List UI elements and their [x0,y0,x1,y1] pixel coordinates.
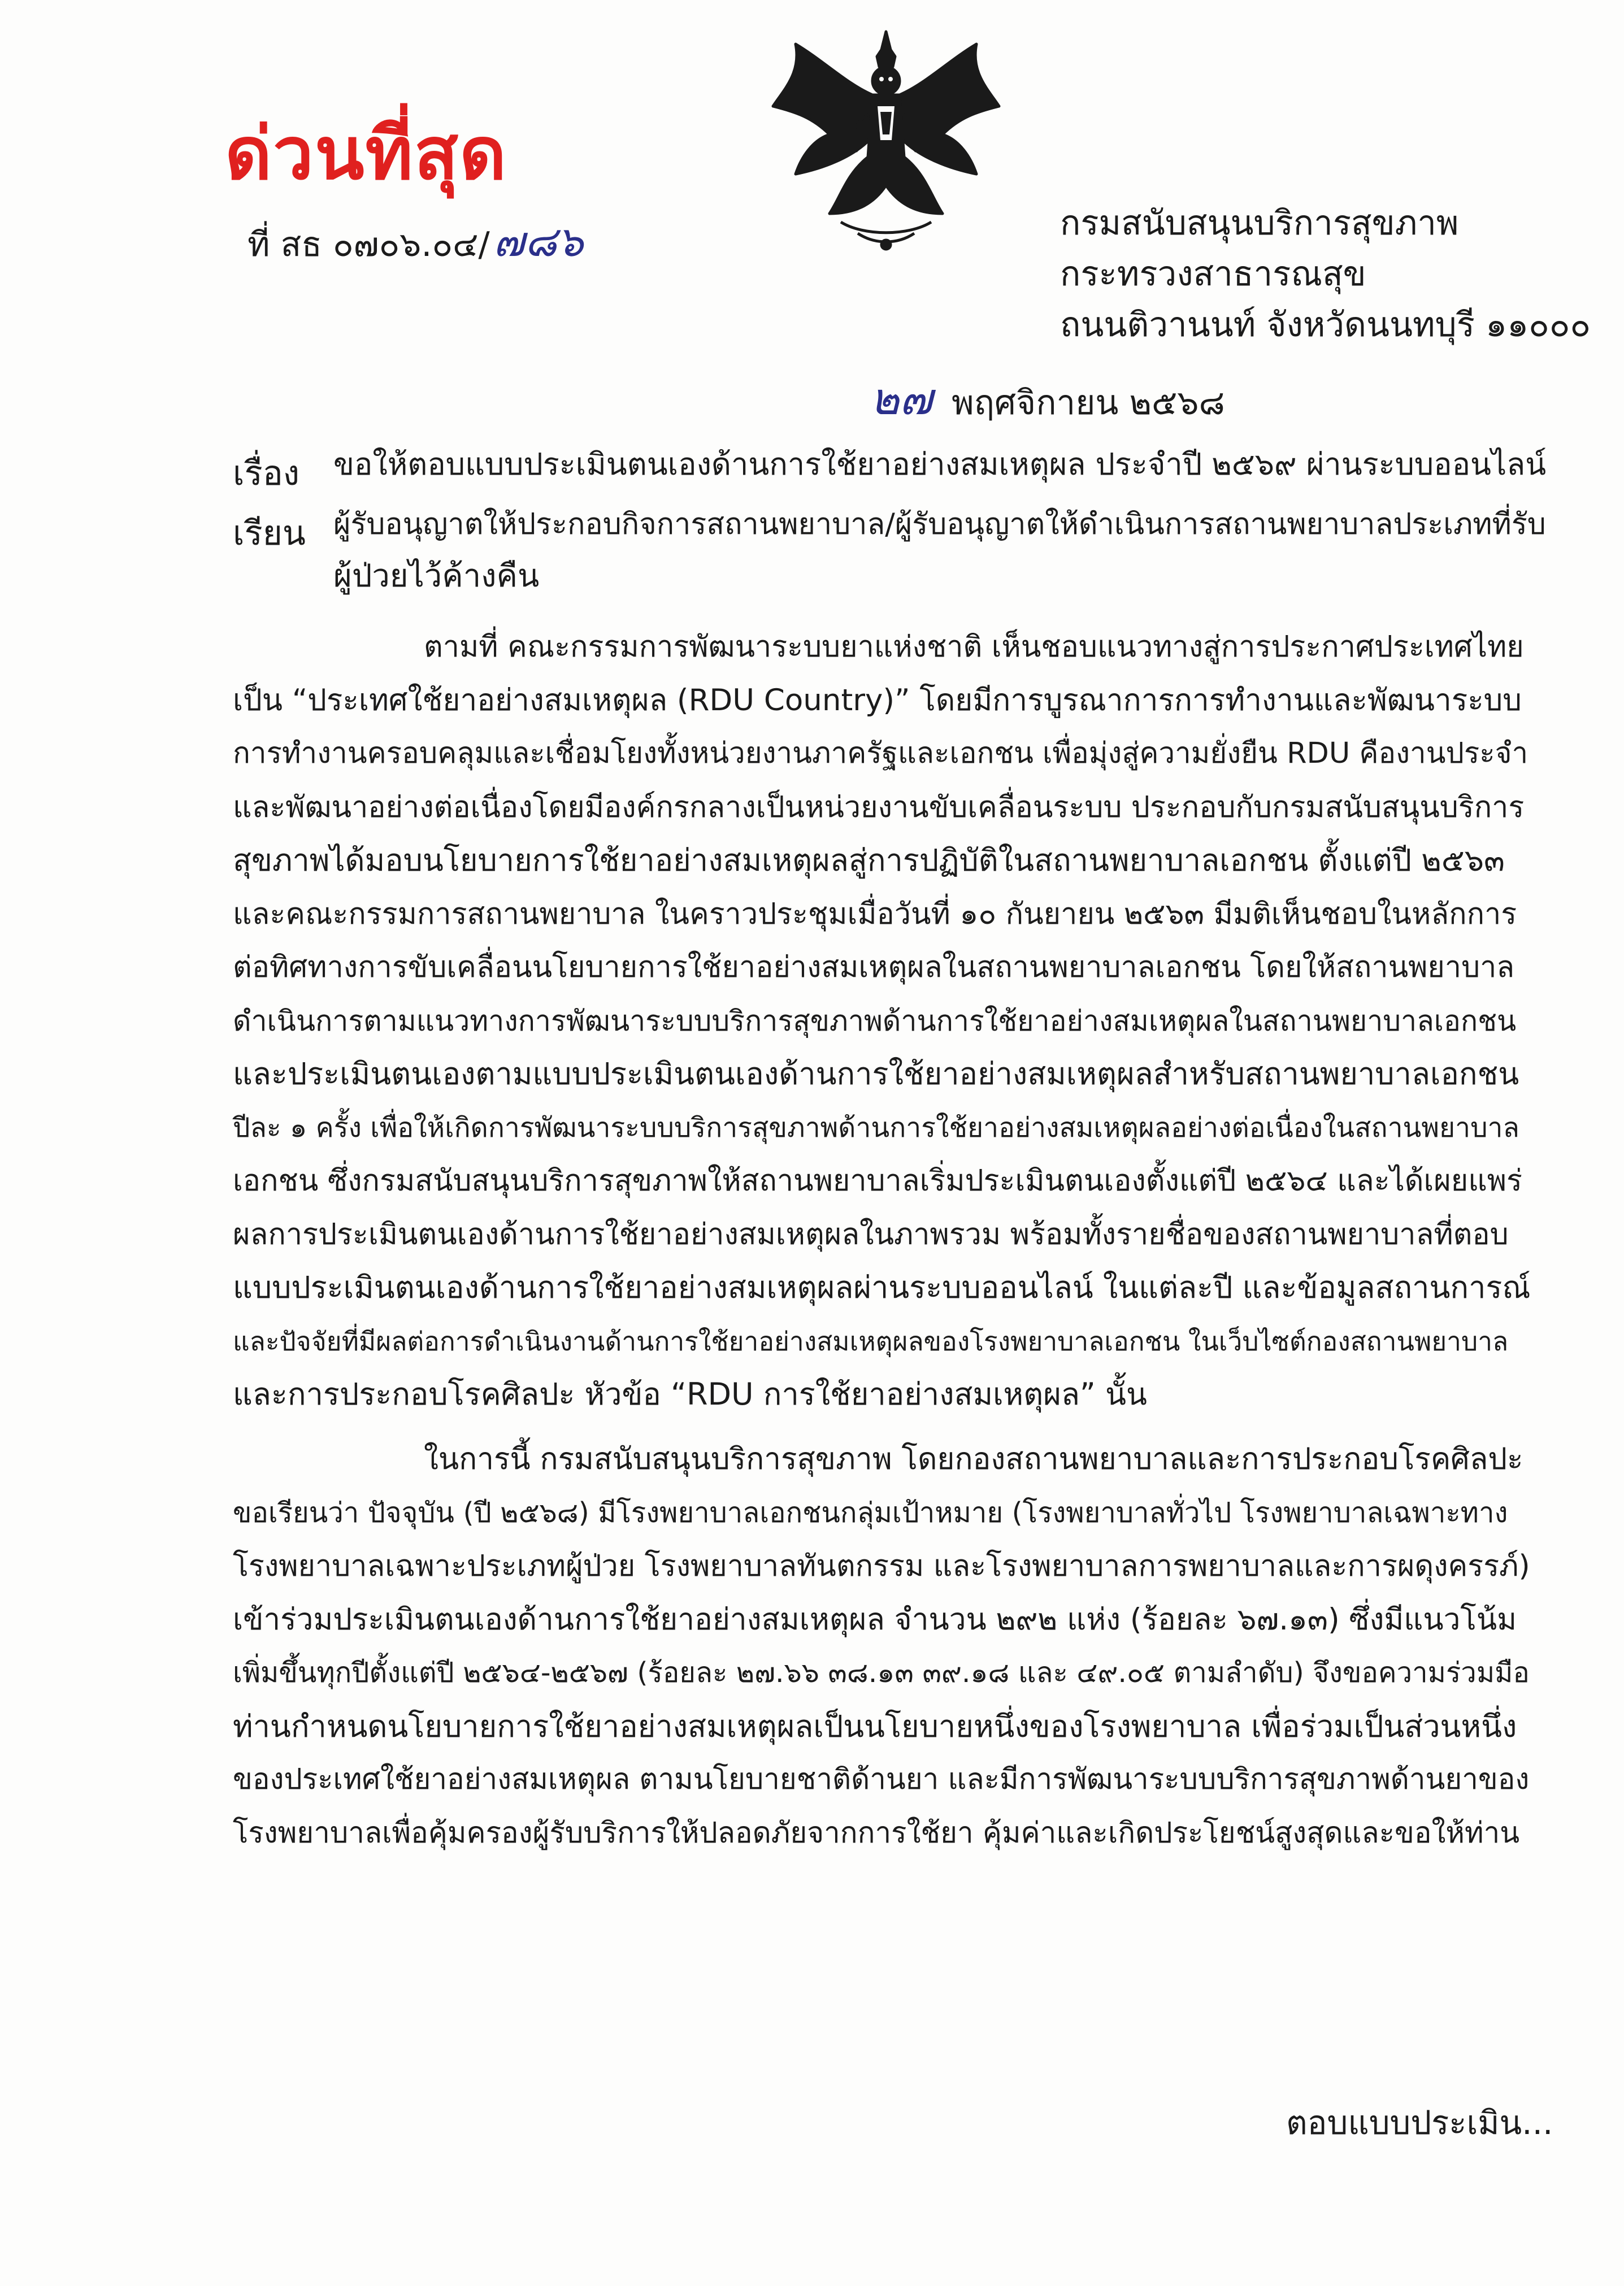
paragraph-line: เข้าร่วมประเมินตนเองด้านการใช้ยาอย่างสมเหตุผล จำนวน ๒๙๒ แห่ง (ร้อยละ ๖๗.๑๓) ซึ่งมีแนวโน้ม [233,1602,1517,1637]
paragraph-line: ขอเรียนว่า ปัจจุบัน (ปี ๒๕๖๘) มีโรงพยาบาลเอกชนกลุ่มเป้าหมาย (โรงพยาบาลทั่วไป โรงพยาบาลเฉพาะทาง [233,1496,1508,1529]
date-day-handwritten: ๒๗ [870,374,933,425]
address-line-department: กรมสนับสนุนบริการสุขภาพ [1060,203,1459,243]
paragraph-line: สุขภาพได้มอบนโยบายการใช้ยาอย่างสมเหตุผลสู่การปฏิบัติในสถานพยาบาลเอกชน ตั้งแต่ปี ๒๕๖๓ [233,842,1505,878]
recipient-line-2: ผู้ป่วยไว้ค้างคืน [333,558,540,594]
document-date [870,364,1225,434]
paragraph-line: ในการนี้ กรมสนับสนุนบริการสุขภาพ โดยกองสถานพยาบาลและการประกอบโรคศิลปะ [424,1442,1523,1476]
paragraph-line: และพัฒนาอย่างต่อเนื่องโดยมีองค์กรกลางเป็นหน่วยงานขับเคลื่อนระบบ ประกอบกับกรมสนับสนุนบริการ [233,790,1525,824]
body-paragraph-1 [233,620,1532,1422]
sender-address [1060,198,1591,350]
paragraph-line: แบบประเมินตนเองด้านการใช้ยาอย่างสมเหตุผลผ่านระบบออนไลน์ ในแต่ละปี และข้อมูลสถานการณ์ [233,1270,1531,1305]
paragraph-line: โรงพยาบาลเฉพาะประเภทผู้ป่วย โรงพยาบาลทันตกรรม และโรงพยาบาลการพยาบาลและการผดุงครรภ์) [233,1549,1530,1583]
paragraph-line: และประเมินตนเองตามแบบประเมินตนเองด้านการใช้ยาอย่างสมเหตุผลสำหรับสถานพยาบาลเอกชน [233,1056,1519,1092]
paragraph-line: เอกชน ซึ่งกรมสนับสนุนบริการสุขภาพให้สถานพยาบาลเริ่มประเมินตนเองตั้งแต่ปี ๒๕๖๔ และได้เผยแพร่ [233,1164,1522,1198]
reference-handwritten-number: ๗๘๖ [493,218,584,266]
body-paragraph-2 [233,1433,1532,1860]
recipient-label: เรียน [233,514,306,553]
reference-prefix: ที่ สธ ๐๗๐๖.๐๔/ [247,225,490,264]
urgency-stamp: ด่วนที่สุด [225,112,508,196]
address-line-ministry: กระทรวงสาธารณสุข [1060,254,1366,294]
paragraph-line: และปัจจัยที่มีผลต่อการดำเนินงานด้านการใช้ยาอย่างสมเหตุผลของโรงพยาบาลเอกชน ในเว็บไซต์กองสถานพยาบาล [233,1325,1509,1357]
paragraph-line: และการประกอบโรคศิลปะ หัวข้อ “RDU การใช้ยาอย่างสมเหตุผล” นั้น [233,1376,1147,1412]
continuation-marker: ตอบแบบประเมิน... [1286,2104,1553,2142]
paragraph-line: เป็น “ประเทศใช้ยาอย่างสมเหตุผล (RDU Country)” โดยมีการบูรณาการการทำงานและพัฒนาระบบ [233,683,1522,718]
paragraph-line: และคณะกรรมการสถานพยาบาล ในคราวประชุมเมื่อวันที่ ๑๐ กันยายน ๒๕๖๓ มีมติเห็นชอบในหลักการ [233,897,1517,931]
garuda-emblem-icon [762,27,1010,253]
subject-text: ขอให้ตอบแบบประเมินตนเองด้านการใช้ยาอย่างสมเหตุผล ประจำปี ๒๕๖๙ ผ่านระบบออนไลน์ [333,446,1547,482]
address-line-street: ถนนติวานนท์ จังหวัดนนทบุรี ๑๑๐๐๐ [1060,305,1591,345]
paragraph-line: ท่านกำหนดนโยบายการใช้ยาอย่างสมเหตุผลเป็นนโยบายหนึ่งของโรงพยาบาล เพื่อร่วมเป็นส่วนหนึ่ง [233,1708,1517,1744]
recipient-line-1: ผู้รับอนุญาตให้ประกอบกิจการสถานพยาบาล/ผู้รับอนุญาตให้ดำเนินการสถานพยาบาลประเภทที่รับ [333,507,1546,541]
date-month-year: พฤศจิกายน ๒๕๖๘ [952,383,1225,423]
paragraph-line: ปีละ ๑ ครั้ง เพื่อให้เกิดการพัฒนาระบบบริการสุขภาพด้านการใช้ยาอย่างสมเหตุผลอย่างต่อเนื่องในสถานพยาบาล [233,1111,1519,1144]
paragraph-line: ดำเนินการตามแนวทางการพัฒนาระบบบริการสุขภาพด้านการใช้ยาอย่างสมเหตุผลในสถานพยาบาลเอกชน [233,1004,1517,1037]
paragraph-line: ของประเทศใช้ยาอย่างสมเหตุผล ตามนโยบายชาติด้านยา และมีการพัฒนาระบบบริการสุขภาพด้านยาของ [233,1763,1530,1796]
paragraph-line: ผลการประเมินตนเองด้านการใช้ยาอย่างสมเหตุผลในภาพรวม พร้อมทั้งรายชื่อของสถานพยาบาลที่ตอบ [233,1217,1509,1251]
paragraph-line: การทำงานครอบคลุมและเชื่อมโยงทั้งหน่วยงานภาครัฐและเอกชน เพื่อมุ่งสู่ความยั่งยืน RDU คืองานประจำ [233,737,1529,770]
paragraph-line: โรงพยาบาลเพื่อคุ้มครองผู้รับบริการให้ปลอดภัยจากการใช้ยา คุ้มค่าและเกิดประโยชน์สูงสุดและขอให้ท่าน [233,1816,1520,1850]
paragraph-line: เพิ่มขึ้นทุกปีตั้งแต่ปี ๒๕๖๔-๒๕๖๗ (ร้อยละ ๒๗.๖๖ ๓๘.๑๓ ๓๙.๑๘ และ ๔๙.๐๕ ตามลำดับ) จึงขอความร่วมมือ [233,1657,1530,1689]
paragraph-line: ตามที่ คณะกรรมการพัฒนาระบบยาแห่งชาติ เห็นชอบแนวทางสู่การประกาศประเทศไทย [424,630,1524,664]
reference-number [247,208,583,275]
subject-label: เรื่อง [233,454,300,493]
paragraph-line: ต่อทิศทางการขับเคลื่อนนโยบายการใช้ยาอย่างสมเหตุผลในสถานพยาบาลเอกชน โดยให้สถานพยาบาล [233,950,1515,984]
